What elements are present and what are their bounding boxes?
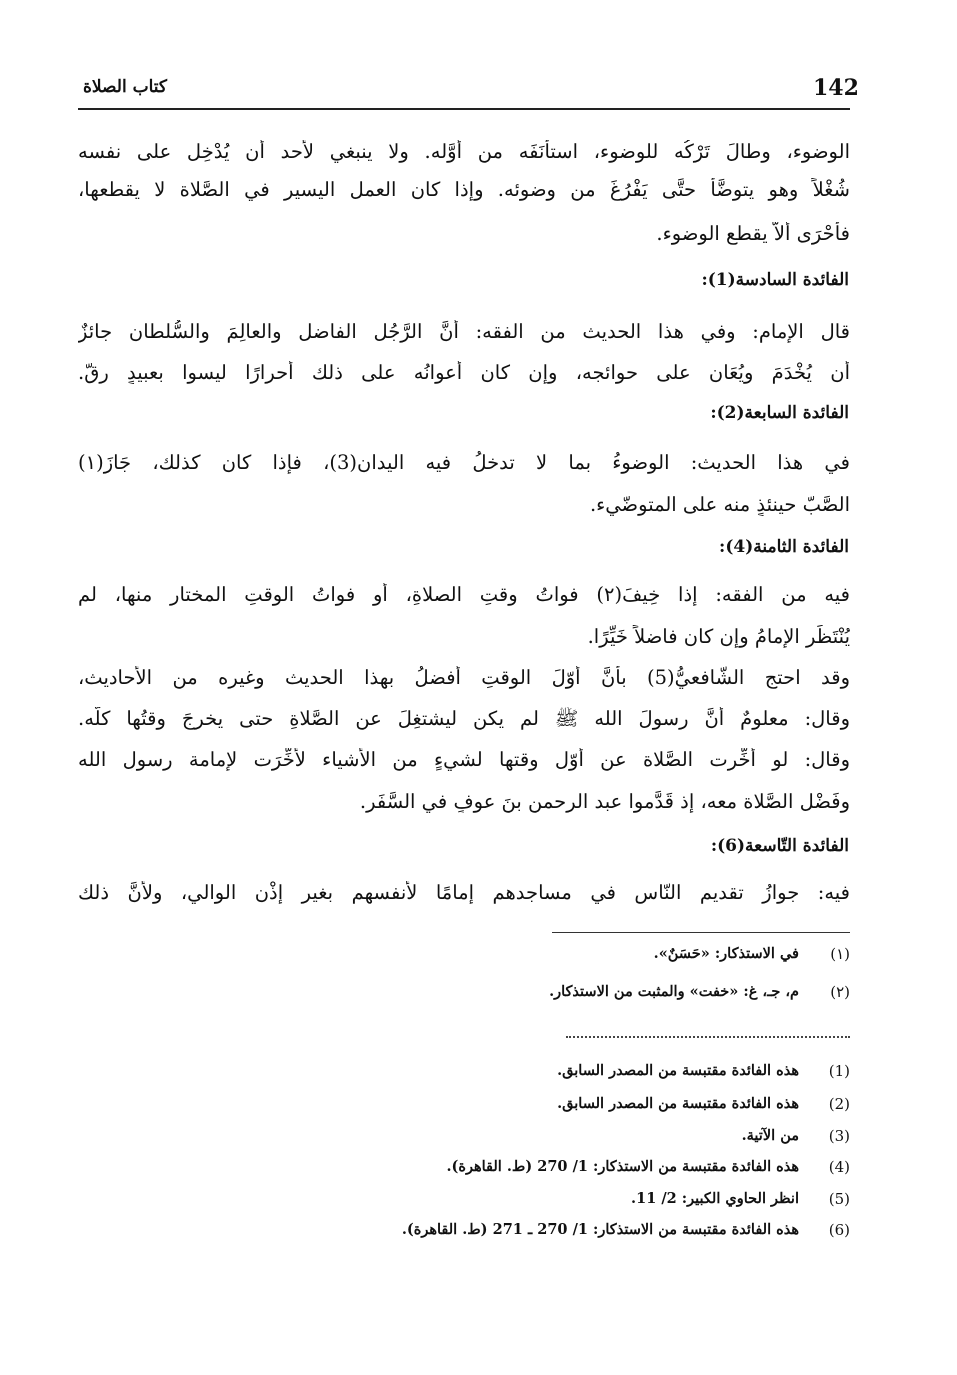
body-line: الصَّبّ حينئذٍ منه على المتوضّيء. [589, 493, 850, 516]
body-line: وقال: لو أُخِّرت الصَّلاة عن أوّلِ وقتها لشيءٍ من الأشياء لأُخِّرَت لإمامة رسولِ الله [78, 748, 850, 771]
header-rule [78, 108, 850, 110]
body-line: يُنْتَظَرِ الإمامُ وإن كان فاضلاً خَيِّرًا. [587, 625, 850, 648]
section-heading: الفائدة السادسة(1): [701, 270, 849, 290]
section-heading: الفائدة التّاسعة(6): [710, 836, 849, 856]
body-line: وقد احتج الشّافعيُّ(5) بأنَّ أوّلَ الوقتِ أفضلُ بهذا الحديث وغيرِه من الأحاديث، [78, 666, 850, 689]
body-line: فيه: جوازُ تقديم النّاس في مساجدهم إمامًا لأنفسهم بغير إذْن الوالي، ولأنَّ ذلك [78, 881, 850, 904]
section-heading: الفائدة السابعة(2): [710, 403, 849, 423]
body-line: وقال: معلومٌ أنَّ رسولَ الله ﷺ لم يكن ليشتغِلَ عن الصَّلاةِ حتى يخرجَ وقتُها كلُّه. [78, 707, 850, 730]
footnote-number: (٢) [830, 983, 850, 1001]
footnote-text: هذه الفائدة مقتبسة من الاستذكار: 1/ 270 ـ 271 (ط. القاهرة). [401, 1221, 799, 1238]
footnote-number: (3) [828, 1127, 850, 1145]
footnote-text: هذه الفائدة مقتبسة من المصدر السابق. [557, 1062, 799, 1079]
footnote-text: في الاستذكار: «حَسَنٌ». [653, 945, 799, 962]
body-line: وفَضْل الصَّلاة معه، إذ قَدَّموا عبد الرحمن بنَ عوفٍ في السَّفَر. [359, 790, 850, 813]
footnote-text: هذه الفائدة مقتبسة من المصدر السابق. [557, 1095, 799, 1112]
footnote-text: م، جـ، غ: «خفت» والمثبت من الاستذكار. [549, 983, 799, 1000]
page-number: 142 [813, 75, 859, 101]
footnote-text: انظر الحاوي الكبير: 2/ 11. [631, 1190, 799, 1207]
body-line: أن يُخْدَمَ ويُعَان على حوائجه، وإن كان أعوانُه على ذلك أحرارًا ليسوا بعبيدٍ رقّ. [78, 361, 850, 384]
footnote-number: (4) [828, 1158, 850, 1176]
body-line: فأَحْرَى ألاّ يقطع الوضوء. [656, 222, 850, 245]
footnote-text: هذه الفائدة مقتبسة من الاستذكار: 1/ 270 (ط. القاهرة). [446, 1158, 799, 1175]
footnote-number: (١) [830, 945, 850, 963]
footnote-separator [552, 932, 850, 933]
footnote-number: (2) [828, 1095, 850, 1113]
section-heading: الفائدة الثامنة(4): [719, 537, 849, 557]
running-title: كتاب الصلاة [82, 77, 167, 97]
body-line: قال الإمام: وفي هذا الحديث من الفقه: أنَّ الرَّجُل الفاضل والعالِمَ والسُّلطان جائزٌ [78, 320, 850, 343]
body-line: شُغْلاً وهو يتوضَّأ حتَّى يَفْرُغَ من وضوئه. وإذا كان العمل اليسير في الصَّلاة لا يقطعها، [78, 178, 850, 201]
footnote-number: (1) [828, 1062, 850, 1080]
body-line: الوضوء، وطالَ تَرْكُه للوضوء، استأْنَفَه من أَوَّله. ولا ينبغي لأحد أن يُدْخِل على نفسه [78, 140, 850, 163]
body-line: في هذا الحديث: الوضوءُ بما لا تدخلُ فيه اليدانِ(3)، فإذا كان كذلك، جَازَ(١) [78, 451, 850, 474]
footnote-dotted-separator [566, 1036, 850, 1038]
footnote-text: من الآتية. [741, 1127, 799, 1144]
body-line: فيه من الفقه: إذا خِيفَ(٢) فواتُ وقتِ الصلاةِ، أو فواتُ الوقتِ المختارِ منها، لم [78, 583, 850, 606]
footnote-number: (6) [828, 1221, 850, 1239]
footnote-number: (5) [828, 1190, 850, 1208]
